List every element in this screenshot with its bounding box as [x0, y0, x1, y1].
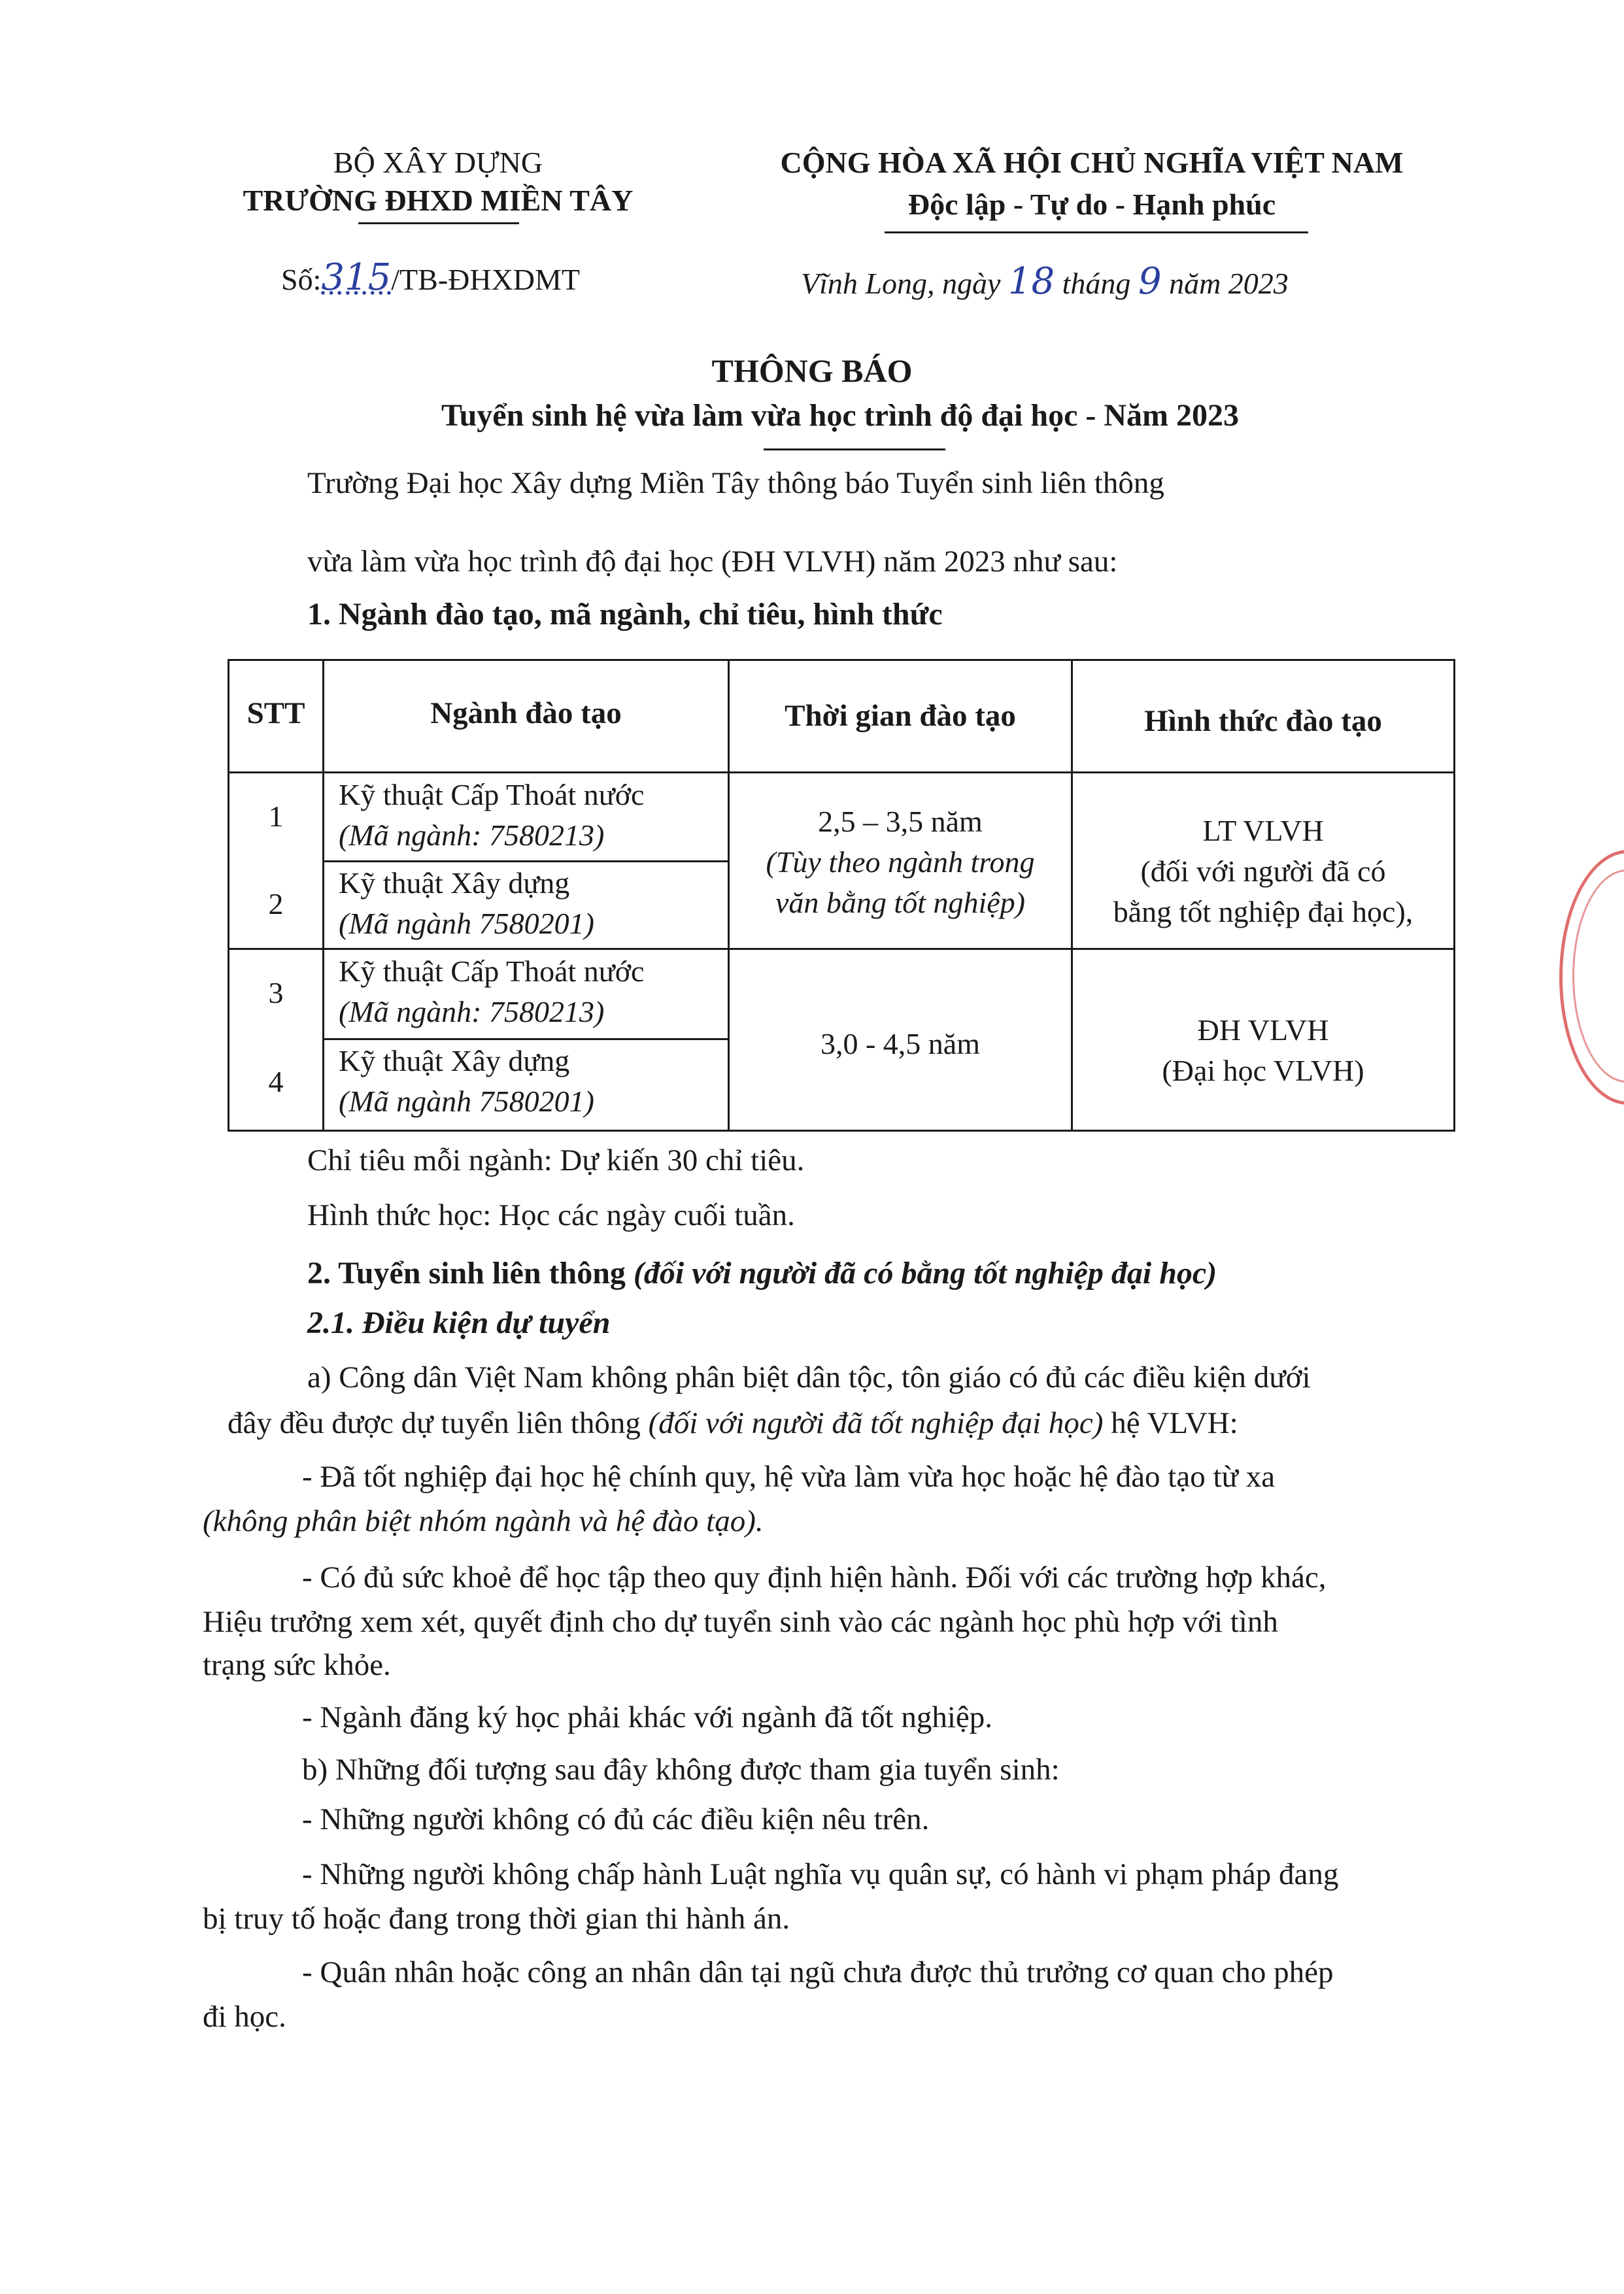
condition-1-line-1: - Đã tốt nghiệp đại học hệ chính quy, hệ vừa làm vừa học hoặc hệ đào tạo từ xa: [302, 1460, 1276, 1494]
table-row-1-major: [339, 775, 644, 856]
notice-subtitle: Tuyển sinh hệ vừa làm vừa học trình độ đại học - Năm 2023: [441, 398, 1239, 433]
condition-2-line-1: - Có đủ sức khoẻ để học tập theo quy định hiện hành. Đối với các trường hợp khác,: [302, 1560, 1327, 1594]
clause-a-line-2: [228, 1406, 1238, 1441]
intro-line-2: vừa làm vừa học trình độ đại học (ĐH VLVH) năm 2023 như sau:: [307, 545, 1118, 579]
table-row-4-major: [339, 1041, 594, 1122]
schedule-line: Hình thức học: Học các ngày cuối tuần.: [307, 1198, 795, 1232]
group-1-form: [1073, 811, 1453, 932]
date-month-handwritten: 9: [1138, 260, 1162, 303]
column-header-major: Ngành đào tạo: [430, 696, 622, 730]
section-2-heading-italic: (đối với người đã có bằng tốt nghiệp đại học): [633, 1256, 1217, 1290]
duration-note-line-2: văn bằng tốt nghiệp): [775, 886, 1025, 919]
intro-line-1: Trường Đại học Xây dựng Miền Tây thông báo Tuyển sinh liên thông: [307, 466, 1164, 500]
form-line-3: bằng tốt nghiệp đại học),: [1113, 895, 1413, 928]
condition-2-line-2: Hiệu trưởng xem xét, quyết định cho dự tuyển sinh vào các ngành học phù hợp với tình: [203, 1605, 1278, 1639]
clause-a-text: đây đều được dự tuyển liên thông: [228, 1406, 649, 1440]
date-place: Vĩnh Long, ngày: [801, 267, 1001, 300]
table-row-1-stt: 1: [268, 800, 284, 833]
exclusion-2-line-1: - Những người không chấp hành Luật nghĩa vụ quân sự, có hành vi phạm pháp đang: [302, 1857, 1339, 1891]
date-year: năm 2023: [1169, 267, 1289, 300]
date-day-handwritten: 18: [1007, 260, 1055, 303]
major-code: (Mã ngành 7580201): [339, 1085, 594, 1118]
major-name: Kỹ thuật Cấp Thoát nước: [339, 954, 645, 988]
quota-line: Chỉ tiêu mỗi ngành: Dự kiến 30 chỉ tiêu.: [307, 1143, 805, 1177]
condition-1-line-2: (không phân biệt nhóm ngành và hệ đào tạo).: [203, 1504, 764, 1538]
number-handwritten: 315: [321, 256, 392, 299]
table-row-3-stt: 3: [268, 976, 284, 1009]
national-motto: Độc lập - Tự do - Hạnh phúc: [907, 188, 1276, 221]
ministry-name: BỘ XÂY DỰNG: [333, 146, 543, 179]
notice-title: THÔNG BÁO: [711, 352, 913, 389]
group-2-duration: 3,0 - 4,5 năm: [820, 1027, 980, 1060]
form-line-1: LT VLVH: [1202, 814, 1324, 847]
group-2-form: [1073, 1010, 1453, 1091]
duration-value: 2,5 – 3,5 năm: [818, 805, 983, 838]
clause-a-italic: (đối với người đã tốt nghiệp đại học): [648, 1406, 1104, 1440]
condition-3: - Ngành đăng ký học phải khác với ngành đã tốt nghiệp.: [302, 1700, 992, 1734]
major-name: Kỹ thuật Cấp Thoát nước: [339, 778, 645, 811]
document-number: [281, 256, 580, 299]
form-line-1: ĐH VLVH: [1197, 1013, 1329, 1047]
country-name: CỘNG HÒA XÃ HỘI CHỦ NGHĨA VIỆT NAM: [780, 146, 1404, 179]
clause-b: b) Những đối tượng sau đây không được tham gia tuyển sinh:: [302, 1753, 1060, 1787]
table-row-2-major: [339, 863, 594, 944]
group-1-duration: [730, 801, 1071, 923]
section-2-heading: [307, 1255, 1217, 1291]
section-2-heading-bold: 2. Tuyển sinh liên thông: [307, 1256, 634, 1290]
exclusion-2-line-2: bị truy tố hoặc đang trong thời gian thi hành án.: [203, 1902, 790, 1936]
column-header-stt: STT: [246, 696, 305, 730]
school-name: TRƯỜNG ĐHXD MIỀN TÂY: [243, 184, 634, 217]
condition-2-line-3: trạng sức khỏe.: [203, 1648, 391, 1682]
duration-note-line-1: (Tùy theo ngành trong: [766, 845, 1035, 879]
date-month-label: tháng: [1062, 267, 1131, 300]
column-header-duration: Thời gian đào tạo: [785, 699, 1016, 733]
column-header-form: Hình thức đào tạo: [1144, 704, 1382, 738]
title-underline: [764, 448, 945, 450]
number-suffix: /TB-ĐHXDMT: [391, 263, 581, 296]
section-2-1-heading: 2.1. Điều kiện dự tuyển: [307, 1306, 611, 1340]
school-underline: [358, 222, 519, 224]
major-name: Kỹ thuật Xây dựng: [339, 1044, 570, 1077]
clause-a-end: hệ VLVH:: [1103, 1406, 1238, 1440]
major-code: (Mã ngành: 7580213): [339, 818, 605, 852]
table-row-4-stt: 4: [268, 1065, 284, 1098]
table-row-2-stt: 2: [268, 887, 284, 920]
table-row-3-major: [339, 951, 644, 1032]
section-1-heading: 1. Ngành đào tạo, mã ngành, chỉ tiêu, hình thức: [307, 597, 943, 632]
form-line-2: (đối với người đã có: [1140, 854, 1386, 888]
exclusion-1: - Những người không có đủ các điều kiện nêu trên.: [302, 1802, 930, 1836]
major-code: (Mã ngành 7580201): [339, 907, 594, 940]
form-line-2: (Đại học VLVH): [1162, 1054, 1364, 1087]
major-code: (Mã ngành: 7580213): [339, 995, 605, 1028]
clause-a-line-1: a) Công dân Việt Nam không phân biệt dân tộc, tôn giáo có đủ các điều kiện dưới: [307, 1360, 1311, 1394]
document-date: [801, 260, 1289, 303]
number-prefix: Số:: [281, 263, 322, 296]
motto-underline: [885, 231, 1308, 233]
exclusion-3-line-2: đi học.: [203, 2000, 286, 2034]
exclusion-3-line-1: - Quân nhân hoặc công an nhân dân tại ngũ chưa được thủ trưởng cơ quan cho phép: [302, 1955, 1334, 1989]
major-name: Kỹ thuật Xây dựng: [339, 866, 570, 900]
